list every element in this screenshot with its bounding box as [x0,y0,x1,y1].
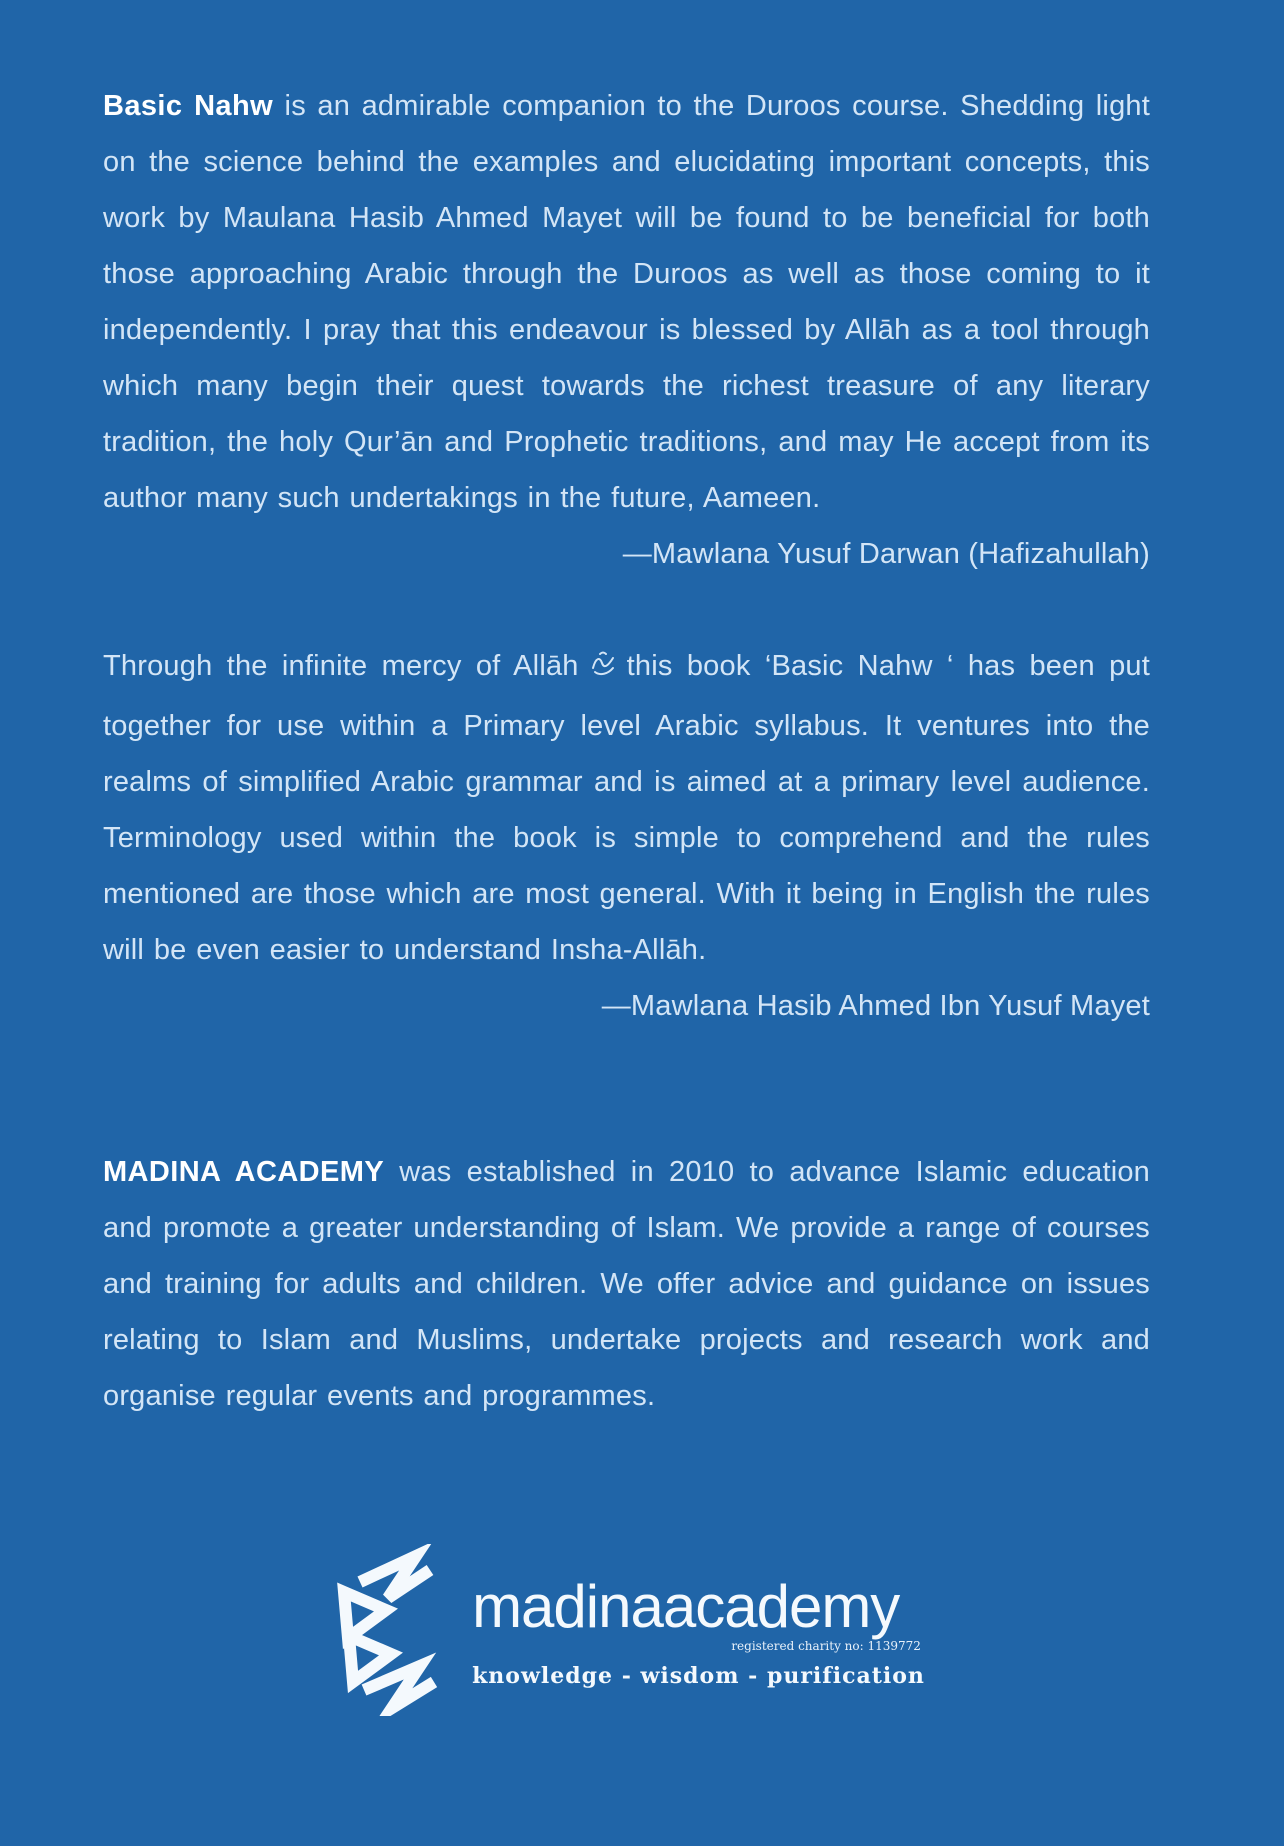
review-attribution: —Mawlana Yusuf Darwan (Hafizahullah) [622,538,1150,570]
review-lead: Basic Nahw [103,90,274,122]
author-note-attribution: —Mawlana Hasib Ahmed Ibn Yusuf Mayet [601,990,1150,1022]
logo-wordmark: madinaacademy [472,1572,900,1640]
madina-academy-logo [103,1544,1150,1721]
about-lead: MADINA ACADEMY [103,1156,385,1188]
author-note-paragraph [103,638,1150,978]
about-section [103,1144,1150,1424]
review-body: is an admirable companion to the Duroos course. Shedding light on the science behind the examples and elucidating important concepts, this work by Maulana Hasib Ahmed Mayet will be found to be beneficial for both those approaching Arabic through the Duroos as well as those coming to it independently. I pray that this endeavour is blessed by Allāh as a tool through which many begin their quest towards the richest treasure of any literary tradition, the holy Qur’ān and Prophetic traditions, and may He accept from its author many such undertakings in the future, Aameen. [103,90,1150,514]
logo-charity-number: registered charity no: 1139772 [731,1638,921,1653]
about-paragraph [103,1144,1150,1424]
madina-academy-logo-icon [328,1544,458,1721]
logo-text-block [472,1572,925,1689]
review-section [103,78,1150,582]
author-note-section [103,638,1150,1034]
author-note-body-before: Through the infinite mercy of Allāh [103,650,579,682]
author-note-body-after: this book ‘Basic Nahw ‘ has been put together for use within a Primary level Arabic syllabus. It ventures into the realms of simplified Arabic grammar and is aimed at a primary level audience. Terminology used within the book is simple to comprehend and the rules mentioned are those which are most general. With it being in English the rules will be even easier to understand Insha-Allāh. [103,650,1150,966]
logo-tagline: knowledge - wisdom - purification [472,1662,925,1689]
allah-honorific-icon [588,642,618,698]
review-paragraph [103,78,1150,526]
about-body: was established in 2010 to advance Islamic education and promote a greater understanding of Islam. We provide a range of courses and training for adults and children. We offer advice and guidance on issues relating to Islam and Muslims, undertake projects and research work and organise regular events and programmes. [103,1156,1150,1412]
